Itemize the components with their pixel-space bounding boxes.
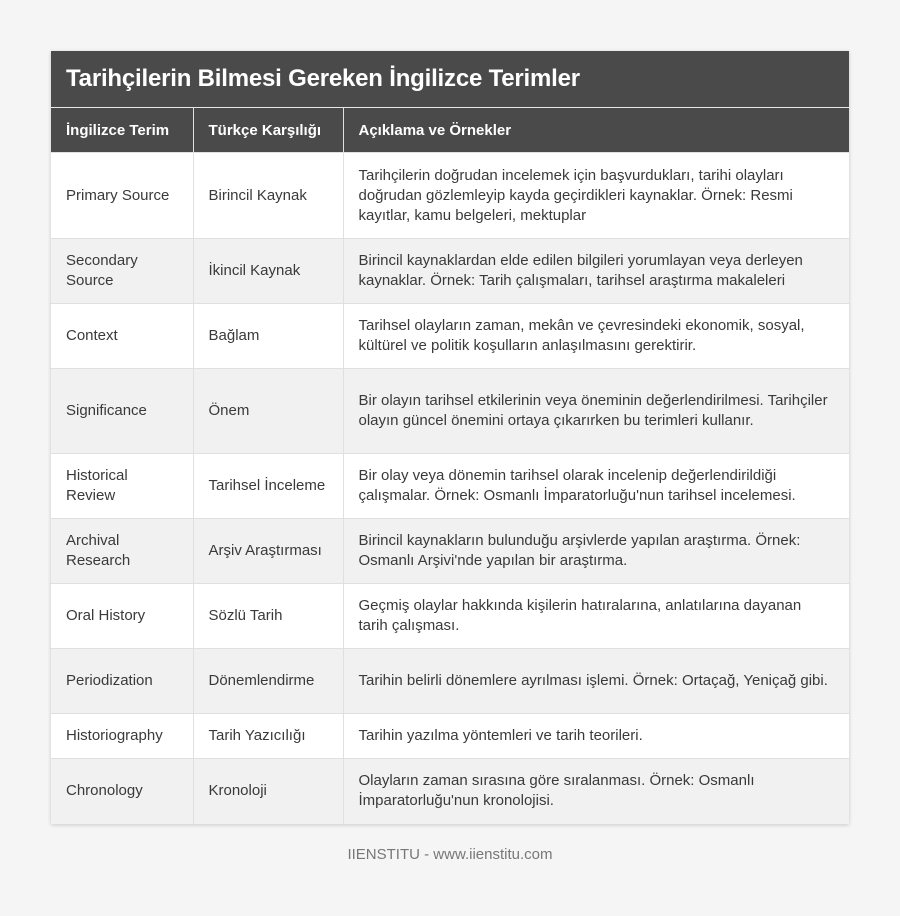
- table-row: [51, 584, 849, 649]
- cell-description: Geçmiş olaylar hakkında kişilerin hatıralarına, anlatılarına dayanan tarih çalışması.: [343, 584, 849, 649]
- terms-card: [51, 51, 849, 824]
- table-title: Tarihçilerin Bilmesi Gereken İngilizce Terimler: [51, 51, 849, 108]
- cell-description: Tarihin belirli dönemlere ayrılması işlemi. Örnek: Ortaçağ, Yeniçağ gibi.: [343, 649, 849, 714]
- cell-turkish: Tarih Yazıcılığı: [193, 714, 343, 759]
- footer-credit: IIENSTITU - www.iienstitu.com: [347, 846, 553, 863]
- column-header-description: Açıklama ve Örnekler: [343, 108, 849, 153]
- table-row: [51, 239, 849, 304]
- cell-turkish: Arşiv Araştırması: [193, 519, 343, 584]
- cell-description: Olayların zaman sırasına göre sıralanması. Örnek: Osmanlı İmparatorluğu'nun kronolojisi.: [343, 759, 849, 824]
- table-row: [51, 369, 849, 454]
- column-header-turkish-equivalent: Türkçe Karşılığı: [193, 108, 343, 153]
- table-row: [51, 519, 849, 584]
- cell-turkish: Kronoloji: [193, 759, 343, 824]
- cell-turkish: İkincil Kaynak: [193, 239, 343, 304]
- terms-table: [51, 108, 849, 824]
- header-row: [51, 108, 849, 153]
- cell-term: Primary Source: [51, 153, 193, 239]
- cell-turkish: Sözlü Tarih: [193, 584, 343, 649]
- cell-term: Secondary Source: [51, 239, 193, 304]
- cell-description: Birincil kaynakların bulunduğu arşivlerde yapılan araştırma. Örnek: Osmanlı Arşivi'nde yapılan bir araştırma.: [343, 519, 849, 584]
- cell-description: Bir olay veya dönemin tarihsel olarak incelenip değerlendirildiği çalışmalar. Örnek: Osmanlı İmparatorluğu'nun tarihsel incelemesi.: [343, 454, 849, 519]
- table-row: [51, 759, 849, 824]
- cell-turkish: Bağlam: [193, 304, 343, 369]
- cell-turkish: Önem: [193, 369, 343, 454]
- cell-description: Tarihçilerin doğrudan incelemek için başvurdukları, tarihi olayları doğrudan gözlemleyip kayda geçirdikleri kaynaklar. Örnek: Resmi kayıtlar, kamu belgeleri, mektuplar: [343, 153, 849, 239]
- cell-term: Chronology: [51, 759, 193, 824]
- cell-term: Periodization: [51, 649, 193, 714]
- table-row: [51, 153, 849, 239]
- cell-turkish: Birincil Kaynak: [193, 153, 343, 239]
- cell-term: Archival Research: [51, 519, 193, 584]
- cell-turkish: Tarihsel İnceleme: [193, 454, 343, 519]
- cell-description: Tarihsel olayların zaman, mekân ve çevresindeki ekonomik, sosyal, kültürel ve politik koşulların anlaşılmasını gerektirir.: [343, 304, 849, 369]
- table-row: [51, 649, 849, 714]
- cell-term: Significance: [51, 369, 193, 454]
- cell-description: Birincil kaynaklardan elde edilen bilgileri yorumlayan veya derleyen kaynaklar. Örnek: Tarih çalışmaları, tarihsel araştırma makaleleri: [343, 239, 849, 304]
- table-row: [51, 454, 849, 519]
- cell-term: Historiography: [51, 714, 193, 759]
- column-header-english-term: İngilizce Terim: [51, 108, 193, 153]
- cell-turkish: Dönemlendirme: [193, 649, 343, 714]
- cell-description: Tarihin yazılma yöntemleri ve tarih teorileri.: [343, 714, 849, 759]
- cell-term: Historical Review: [51, 454, 193, 519]
- cell-description: Bir olayın tarihsel etkilerinin veya öneminin değerlendirilmesi. Tarihçiler olayın güncel önemini ortaya çıkarırken bu terimleri kullanır.: [343, 369, 849, 454]
- cell-term: Context: [51, 304, 193, 369]
- table-row: [51, 304, 849, 369]
- table-row: [51, 714, 849, 759]
- cell-term: Oral History: [51, 584, 193, 649]
